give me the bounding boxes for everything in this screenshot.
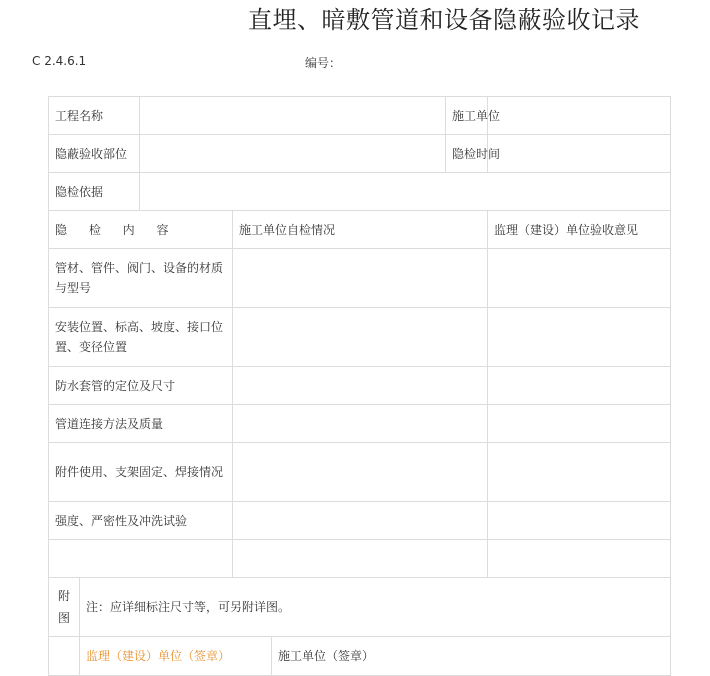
self-check-cell[interactable] (233, 405, 488, 443)
project-name-value[interactable] (140, 97, 446, 135)
table-row (49, 308, 671, 367)
attachment-note: 注：应详细标注尺寸等，可另附详图。 (80, 578, 671, 637)
self-check-cell[interactable] (233, 502, 488, 540)
basis-row (49, 173, 671, 211)
supervision-cell[interactable] (488, 249, 671, 308)
concealed-part-label: 隐蔽验收部位 (49, 135, 140, 173)
table-row (49, 249, 671, 308)
form-code: C 2.4.6.1 (32, 54, 87, 68)
construction-unit-value[interactable] (488, 97, 671, 135)
document-title: 直埋、暗敷管道和设备隐蔽验收记录 (248, 6, 640, 34)
self-check-cell[interactable] (233, 367, 488, 405)
inspection-form-table (48, 96, 671, 676)
table-row (49, 443, 671, 502)
table-row (49, 367, 671, 405)
supervision-cell[interactable] (488, 367, 671, 405)
supervision-cell[interactable] (488, 405, 671, 443)
basis-label: 隐检依据 (49, 173, 140, 211)
basis-value[interactable] (140, 173, 671, 211)
inspection-item: 安装位置、标高、坡度、接口位置、变径位置 (49, 308, 233, 367)
concealed-part-value[interactable] (140, 135, 446, 173)
inspection-item: 管道连接方法及质量 (49, 405, 233, 443)
inspection-time-label: 隐检时间 (446, 135, 488, 173)
attachment-label: 附图 (49, 578, 80, 637)
inspection-time-value[interactable] (488, 135, 671, 173)
part-row (49, 135, 671, 173)
self-check-cell[interactable] (233, 443, 488, 502)
signature-row (49, 637, 671, 676)
column-header-row (49, 211, 671, 249)
supervision-cell[interactable] (488, 502, 671, 540)
inspection-item-blank[interactable] (49, 540, 233, 578)
construction-signature-label: 施工单位（签章） (272, 637, 671, 676)
supervision-column-header: 监理（建设）单位验收意见 (488, 211, 671, 249)
self-check-cell[interactable] (233, 308, 488, 367)
inspection-item: 附件使用、支架固定、焊接情况 (49, 443, 233, 502)
self-check-column-header: 施工单位自检情况 (233, 211, 488, 249)
number-label: 编号： (305, 56, 342, 70)
table-row (49, 502, 671, 540)
attachment-row (49, 578, 671, 637)
supervision-cell[interactable] (488, 308, 671, 367)
supervision-signature-label: 监理（建设）单位（签章） (80, 637, 272, 676)
self-check-cell[interactable] (233, 249, 488, 308)
construction-unit-label: 施工单位 (446, 97, 488, 135)
supervision-cell[interactable] (488, 443, 671, 502)
inspection-item: 防水套管的定位及尺寸 (49, 367, 233, 405)
content-column-header: 隐 检 内 容 (49, 211, 233, 249)
signature-spacer (49, 637, 80, 676)
supervision-cell[interactable] (488, 540, 671, 578)
inspection-item: 强度、严密性及冲洗试验 (49, 502, 233, 540)
project-name-label: 工程名称 (49, 97, 140, 135)
table-row-empty (49, 540, 671, 578)
table-row (49, 405, 671, 443)
project-row (49, 97, 671, 135)
inspection-item: 管材、管件、阀门、设备的材质与型号 (49, 249, 233, 308)
self-check-cell[interactable] (233, 540, 488, 578)
